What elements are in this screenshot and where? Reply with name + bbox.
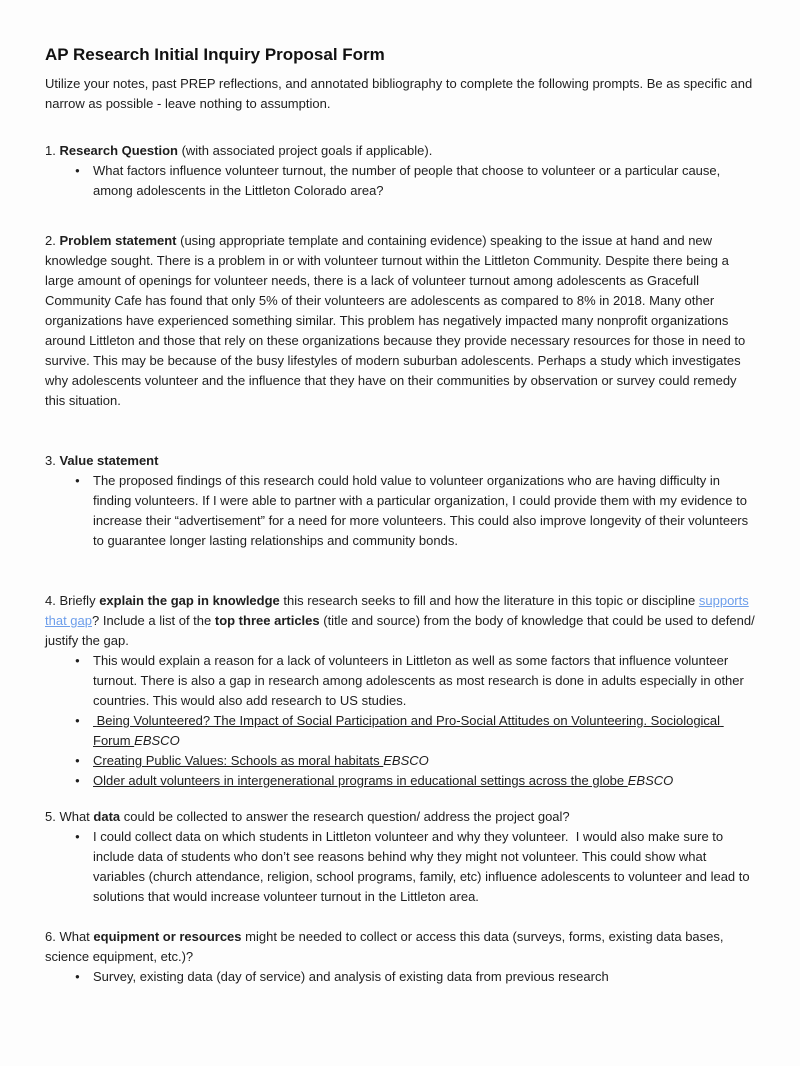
q3-prompt [45, 451, 755, 471]
q3-number: 3. [45, 453, 60, 468]
article-2-title: Creating Public Values: Schools as moral habitats [93, 753, 384, 768]
article-3-title: Older adult volunteers in intergenerational programs in educational settings across the globe [93, 773, 628, 788]
supports-that-gap-link[interactable]: supports that gap [45, 593, 749, 628]
q1-number: 1. [45, 143, 60, 158]
q1-answer-list [45, 161, 755, 201]
q5-answer-list [45, 827, 755, 907]
q5-keyword: data [93, 809, 121, 824]
q4-keyword: explain the gap in knowledge [99, 593, 280, 608]
article-item-3 [45, 771, 755, 791]
q6-keyword: equipment or resources [93, 929, 242, 944]
q4-prompt-mid2: ? Include a list of the [92, 613, 215, 628]
section-value-statement [45, 451, 755, 551]
q3-answer-list [45, 471, 755, 551]
q1-prompt [45, 141, 755, 161]
intro-paragraph [45, 74, 755, 114]
q4-keyword-articles: top three articles [214, 613, 320, 628]
section-data-collection [45, 807, 755, 907]
section-research-question [45, 141, 755, 201]
q6-prompt-rest: might be needed to collect or access this data (surveys, forms, existing data bases, science equipment, etc.)? [45, 929, 728, 964]
section-equipment-resources [45, 927, 755, 987]
q3-keyword: Value statement [59, 453, 159, 468]
q1-answer-text: What factors influence volunteer turnout, the number of people that choose to volunteer or a particular cause, among adolescents in the Littleton Colorado area? [93, 163, 724, 198]
q6-prompt [45, 927, 755, 967]
q4-prompt [45, 591, 759, 651]
article-2-source: EBSCO [383, 753, 429, 768]
article-1-source: EBSCO [134, 733, 180, 748]
q3-answer-text: The proposed findings of this research could hold value to volunteer organizations who are having difficulty in finding volunteers. If I were able to partner with a particular organization, I could provide them with my evidence to increase their “advertisement” for a need for more volunteers. This could also improve longevity of their volunteers to guarantee longer lasting relationships and community bonds. [93, 473, 752, 548]
article-3-source: EBSCO [627, 773, 674, 788]
list-item [45, 827, 755, 907]
q5-prompt-rest: could be collected to answer the research question/ address the project goal? [120, 809, 570, 824]
q4-answer-text: This would explain a reason for a lack of volunteers in Littleton as well as some factors that influence volunteer turnout. There is also a gap in research among adolescents as most research is done in adults especially in other countries. This would also add research to US studies. [93, 653, 748, 708]
q4-answer-list [45, 651, 755, 791]
q4-number: 4. Briefly [45, 593, 100, 608]
q4-prompt-mid: this research seeks to fill and how the literature in this topic or discipline [279, 593, 699, 608]
q1-prompt-rest: (with associated project goals if applicable). [177, 143, 433, 158]
list-item [45, 471, 755, 551]
q2-keyword: Problem statement [59, 233, 177, 248]
list-item [45, 161, 755, 201]
q2-number: 2. [45, 233, 60, 248]
q6-answer-text: Survey, existing data (day of service) and analysis of existing data from previous research [93, 969, 609, 984]
list-item [45, 651, 755, 711]
q6-number: 6. What [45, 929, 94, 944]
q4-prompt-rest: (title and source) from the body of knowledge that could be used to defend/ justify the gap. [45, 613, 759, 648]
q5-number: 5. What [45, 809, 94, 824]
q6-answer-list [45, 967, 755, 987]
q2-paragraph [45, 231, 755, 411]
section-problem-statement [45, 231, 755, 411]
q5-prompt [45, 807, 755, 827]
intro-text: Utilize your notes, past PREP reflections, and annotated bibliography to complete the following prompts. Be as specific and narrow as possible - leave nothing to assumption. [45, 76, 756, 111]
article-1-title: Being Volunteered? The Impact of Social Participation and Pro-Social Attitudes on Volunteering. Sociological Forum [93, 713, 724, 748]
article-item-2 [45, 751, 755, 771]
document-title: AP Research Initial Inquiry Proposal Form [45, 45, 385, 64]
article-item-1 [45, 711, 755, 751]
q5-answer-text: I could collect data on which students in Littleton volunteer and why they volunteer. I would also make sure to include data of students who don’t see reasons behind why they might not volunteer. This could show what variables (church attendance, religion, school programs, family, etc) influence adolescents to volunteer and lead to solutions that would increase volunteer turnout in the Littleton area. [93, 829, 754, 904]
section-gap-in-knowledge [45, 591, 759, 791]
list-item [45, 967, 755, 987]
q2-body-text: (using appropriate template and containing evidence) speaking to the issue at hand and new knowledge sought. There is a problem in or with volunteer turnout within the Littleton Community. Despite there being a large amount of openings for volunteer needs, there is a lack of volunteer turnout among adolescents as Gracefull Community Cafe has found that only 5% of their volunteers are adolescents as compared to 8% in 2018. Many other organizations have experienced something similar. This problem has negatively impacted many nonprofit organizations around Littleton and those that rely on these organizations because they provide necessary resources for those in need to survive. This may be because of the busy lifestyles of modern suburban adolescents. Perhaps a study which investigates why adolescents volunteer and the influence that they have on their communities by observation or survey could remedy this situation. [45, 233, 749, 408]
q1-keyword: Research Question [59, 143, 178, 158]
